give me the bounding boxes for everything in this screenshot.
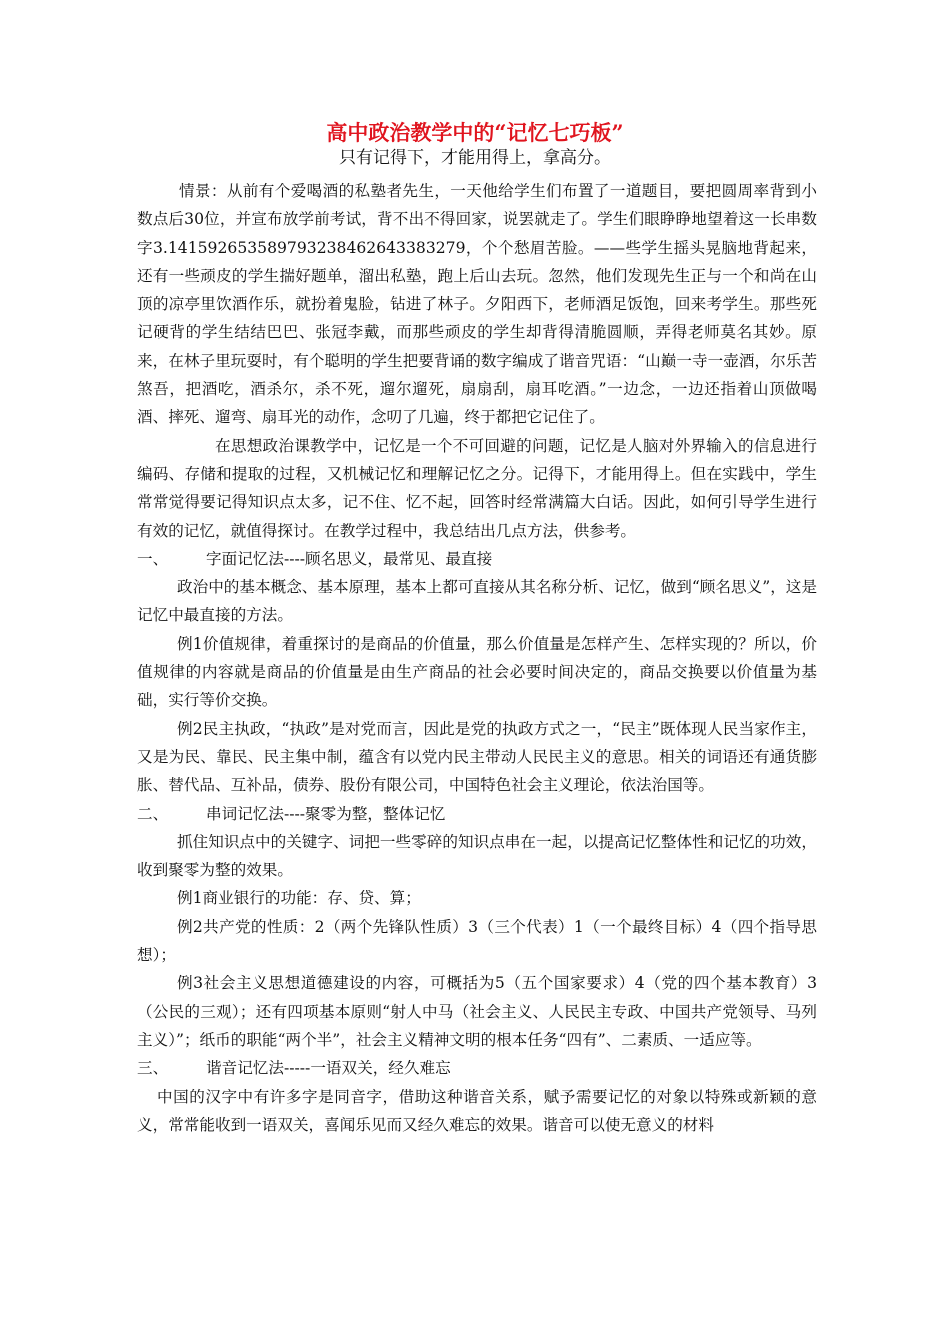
document-title: 高中政治教学中的“记忆七巧板” (326, 120, 624, 145)
section-number: 一、 (137, 549, 169, 568)
example-paragraph: 例1价值规律，着重探讨的是商品的价值量，那么价值量是怎样产生、怎样实现的？所以，价值规律的内容就是商品的价值量是由生产商品的社会必要时间决定的，商品交换要以价值量为基础，实行等价交换。 (137, 634, 817, 710)
example-paragraph: 例2共产党的性质：2（两个先锋队性质）3（三个代表）1（一个最终目标）4（四个指导思想）； (137, 917, 817, 965)
paragraph: 抓住知识点中的关键字、词把一些零碎的知识点串在一起，以提高记忆整体性和记忆的功效，收到聚零为整的效果。 (137, 832, 817, 880)
intro-paragraph: 在思想政治课教学中，记忆是一个不可回避的问题，记忆是人脑对外界输入的信息进行编码、存储和提取的过程，又机械记忆和理解记忆之分。记得下，才能用得上。但在实践中，学生常常觉得要记得知识点太多，记不住、忆不起，回答时经常满篇大白话。因此，如何引导学生进行有效的记忆，就值得探讨。在教学过程中，我总结出几点方法，供参考。 (137, 436, 817, 540)
story-paragraph: 情景：从前有个爱喝酒的私塾者先生，一天他给学生们布置了一道题目，要把圆周率背到小数点后30位，并宣布放学前考试，背不出不得回家，说罢就走了。学生们眼睁睁地望着这一长串数字3.141592653589793238462643383279，个个愁眉苦脸。——些学生摇头晃脑地背起来，还有一些顽皮的学生揣好题单，溜出私塾，跑上后山去玩。忽然，他们发现先生正与一个和尚在山顶的凉亭里饮酒作乐，就扮着鬼脸，钻进了林子。夕阳西下，老师酒足饭饱，回来考学生。那些死记硬背的学生结结巴巴、张冠李戴，而那些顽皮的学生却背得清脆圆顺，弄得老师莫名其妙。原来，在林子里玩耍时，有个聪明的学生把要背诵的数字编成了谐音咒语：“山巅一寺一壶酒，尔乐苦煞吾，把酒吃，酒杀尔，杀不死，遛尔遛死，扇扇刮，扇耳吃酒。”一边念，一边还指着山顶做喝酒、摔死、遛弯、扇耳光的动作，念叨了几遍，终于都把它记住了。 (137, 182, 817, 427)
section-heading-2 (137, 800, 817, 828)
section-heading-text: 串词记忆法----聚零为整，整体记忆 (206, 804, 446, 823)
document-body (137, 177, 817, 1139)
paragraph: 中国的汉字中有许多字是同音字，借助这种谐音关系，赋予需要记忆的对象以特殊或新颖的意义，常常能收到一语双关，喜闻乐见而又经久难忘的效果。谐音可以使无意义的材料 (137, 1087, 817, 1134)
section-heading-text: 谐音记忆法-----一语双关，经久难忘 (206, 1059, 451, 1078)
section-heading-3 (137, 1054, 817, 1082)
section-heading-1 (137, 545, 817, 573)
example-paragraph: 例3社会主义思想道德建设的内容，可概括为5（五个国家要求）4（党的四个基本教育）3（公民的三观）；还有四项基本原则“射人中马（社会主义、人民民主专政、中国共产党领导、马列主义）”；纸币的职能“两个半”，社会主义精神文明的根本任务“四有”、二素质、一适应等。 (137, 974, 817, 1049)
section-number: 二、 (137, 804, 169, 823)
example-paragraph: 例1商业银行的功能：存、贷、算； (177, 889, 421, 908)
example-paragraph: 例2民主执政，“执政”是对党而言，因此是党的执政方式之一，“民主”既体现人民当家作主，又是为民、靠民、民主集中制，蕴含有以党内民主带动人民民主义的意思。相关的词语还有通货膨胀、替代品、互补品，债券、股份有限公司，中国特色社会主义理论，依法治国等。 (137, 719, 817, 795)
section-number: 三、 (137, 1059, 169, 1078)
document-subtitle: 只有记得下，才能用得上，拿高分。 (339, 148, 611, 168)
paragraph: 政治中的基本概念、基本原理，基本上都可直接从其名称分析、记忆，做到“顾名思义”，这是记忆中最直接的方法。 (137, 578, 817, 625)
section-heading-text: 字面记忆法----顾名思义，最常见、最直接 (206, 549, 493, 568)
